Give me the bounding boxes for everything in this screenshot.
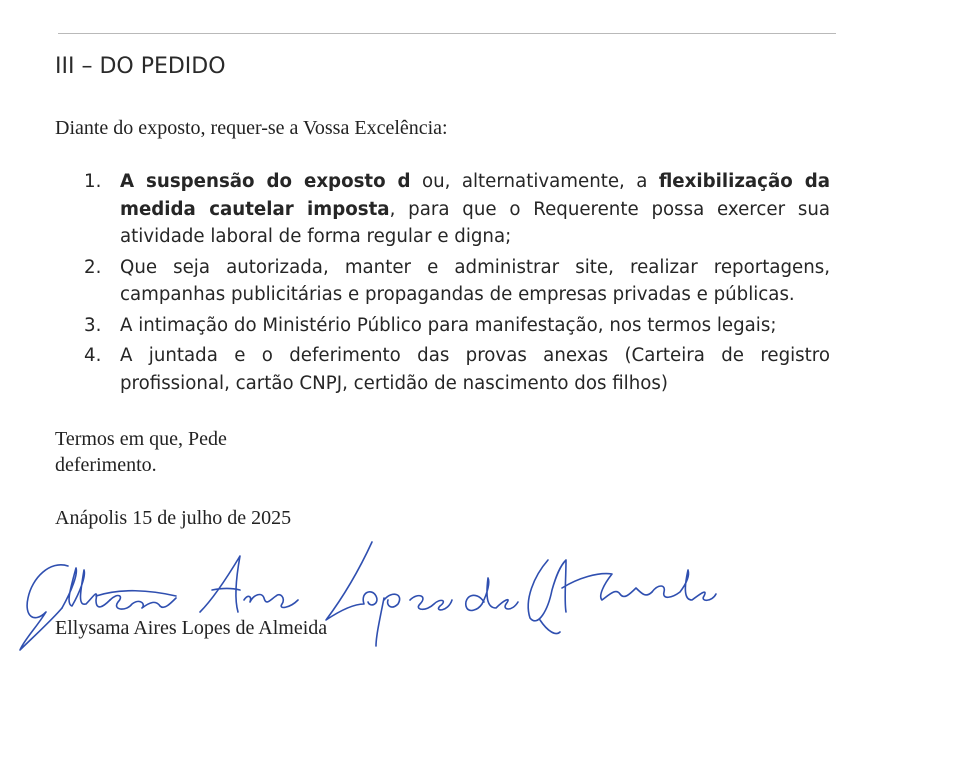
signature-stroke — [326, 542, 377, 620]
closing-line: deferimento. — [55, 454, 157, 476]
request-text: Que seja autorizada, manter e administrar site, realizar reportagens, campanhas publicitárias e propagandas de empresas privadas e públicas. — [120, 256, 830, 305]
request-item-4 — [84, 342, 830, 397]
request-plain-text: , para que o Requerente possa exercer sua atividade laboral de forma regular e digna; — [120, 198, 831, 247]
request-text — [120, 168, 830, 251]
request-item-3 — [84, 312, 830, 340]
section-heading: III – DO PEDIDO — [55, 54, 226, 79]
request-text: A intimação do Ministério Público para manifestação, nos termos legais; — [120, 314, 777, 336]
signature-stroke — [562, 574, 652, 600]
top-divider — [58, 33, 836, 34]
intro-paragraph: Diante do exposto, requer-se a Vossa Excelência: — [55, 117, 448, 139]
request-item-2 — [84, 254, 830, 309]
request-text: A juntada e o deferimento das provas anexas (Carteira de registro profissional, cartão CNPJ, certidão de nascimento dos filhos) — [120, 345, 830, 394]
closing-line: Termos em que, Pede — [55, 428, 227, 450]
request-item-1 — [84, 168, 830, 251]
signature-stroke — [466, 578, 518, 610]
signature-stroke — [110, 596, 176, 610]
request-bold-text: A suspensão do exposto d — [120, 171, 411, 192]
request-bold-text: flexibilização da medida cautelar imposta — [120, 171, 830, 220]
signature-stroke — [540, 620, 560, 634]
request-number: 1. — [84, 171, 102, 192]
request-number: 3. — [84, 314, 102, 336]
request-number: 2. — [84, 256, 102, 278]
requests-list — [84, 168, 830, 400]
signature-stroke — [528, 560, 566, 621]
request-plain-text: ou, alternativamente, a — [410, 171, 659, 192]
signature-stroke — [410, 596, 452, 610]
signature-stroke — [244, 595, 298, 608]
closing-formula — [55, 426, 227, 478]
place-date: Anápolis 15 de julho de 2025 — [55, 507, 292, 529]
signatory-name: Ellysama Aires Lopes de Almeida — [55, 617, 328, 639]
signature-stroke — [96, 591, 176, 596]
signature-stroke — [200, 556, 240, 612]
signature-stroke — [376, 594, 400, 646]
request-number: 4. — [84, 345, 102, 366]
signature-stroke — [62, 568, 110, 608]
signature-stroke — [652, 570, 716, 600]
